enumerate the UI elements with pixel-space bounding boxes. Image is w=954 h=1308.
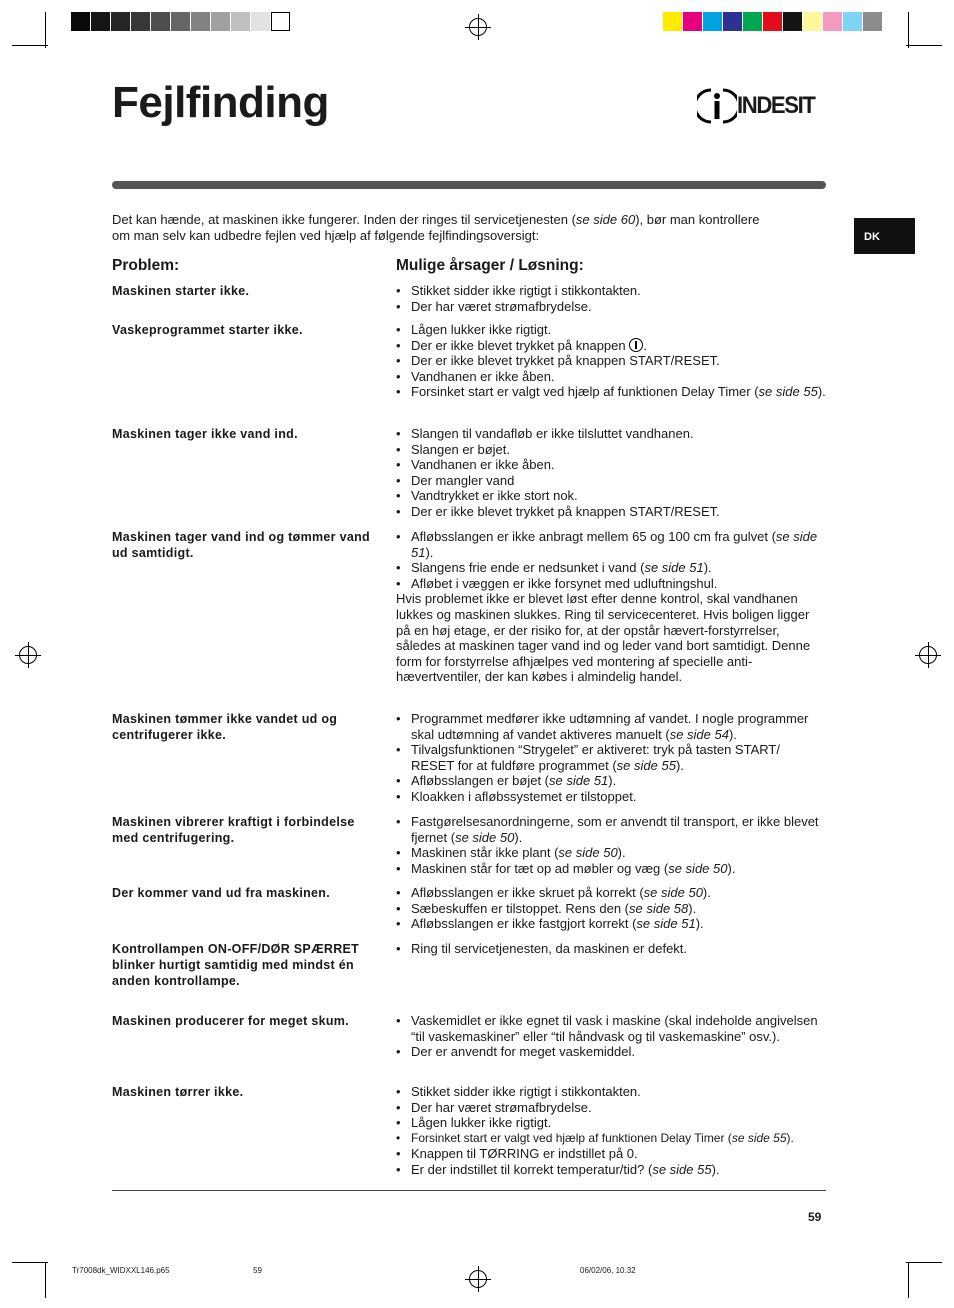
- solution-item: • Maskinen står ikke plant (se side 50).: [396, 845, 826, 861]
- solution-item: • Der har været strømafbrydelse.: [396, 1100, 826, 1116]
- solution-item: • Afløbsslangen er bøjet (se side 51).: [396, 773, 826, 789]
- solution-item: • Der har været strømafbrydelse.: [396, 299, 826, 315]
- color-swatch: [111, 12, 130, 31]
- solution-list: [396, 426, 826, 520]
- page-title: Fejlfinding: [112, 78, 329, 127]
- solution-list: [396, 529, 826, 685]
- solution-list: [396, 941, 826, 957]
- solution-item: • Fastgørelsesanordningerne, som er anvendt til transport, er ikke blevet fjernet (se side 50).: [396, 814, 826, 845]
- problem-label: Maskinen starter ikke.: [112, 284, 250, 298]
- color-swatch: [191, 12, 210, 31]
- solution-item: • Ring til servicetjenesten, da maskinen er defekt.: [396, 941, 826, 957]
- problem-label: Maskinen vibrerer kraftigt i forbindelse med centrifugering.: [112, 815, 355, 845]
- registration-mark-icon: [19, 646, 37, 664]
- color-swatch: [251, 12, 270, 31]
- solution-item: • Kloakken i afløbssystemet er tilstoppet.: [396, 789, 826, 805]
- crop-mark: [45, 12, 46, 48]
- solution-item: • Slangen til vandafløb er ikke tilsluttet vandhanen.: [396, 426, 826, 442]
- solution-item: • Forsinket start er valgt ved hjælp af funktionen Delay Timer (se side 55).: [396, 1131, 826, 1147]
- color-swatch: [131, 12, 150, 31]
- solution-item: • Lågen lukker ikke rigtigt.: [396, 322, 826, 338]
- title-rule: [112, 181, 826, 189]
- color-swatch: [171, 12, 190, 31]
- solution-item: • Programmet medfører ikke udtømning af vandet. I nogle programmer skal udtømning af vandet aktiveres manuelt (se side 54).: [396, 711, 826, 742]
- problem-header: Problem:: [112, 257, 180, 274]
- solution-list: [396, 711, 826, 805]
- color-swatch: [663, 12, 682, 31]
- solution-item: • Vandhanen er ikke åben.: [396, 369, 826, 385]
- solution-item: • Vandhanen er ikke åben.: [396, 457, 826, 473]
- color-swatch: [843, 12, 862, 31]
- solution-item: • Lågen lukker ikke rigtigt.: [396, 1115, 826, 1131]
- registration-mark-icon: [469, 1270, 487, 1288]
- bottom-rule: [112, 1190, 826, 1191]
- problem-label: Maskinen tømmer ikke vandet ud og centrifugerer ikke.: [112, 712, 338, 742]
- crop-mark: [906, 1262, 942, 1263]
- solution-item: • Sæbeskuffen er tilstoppet. Rens den (se side 58).: [396, 901, 826, 917]
- problem-label: Maskinen tager vand ind og tømmer vand ud samtidigt.: [112, 530, 370, 560]
- solution-item: • Maskinen står for tæt op ad møbler og væg (se side 50).: [396, 861, 826, 877]
- solution-list: [396, 322, 826, 400]
- solution-item: • Der er ikke blevet trykket på knappen .: [396, 338, 826, 354]
- solution-list: [396, 283, 826, 314]
- color-swatch: [91, 12, 110, 31]
- solution-item: • Afløbet i væggen er ikke forsynet med udluftningshul.: [396, 576, 826, 592]
- color-swatch: [763, 12, 782, 31]
- brand-name: INDESIT: [737, 92, 815, 119]
- color-swatch: [231, 12, 250, 31]
- color-swatch: [211, 12, 230, 31]
- solution-list: [396, 1084, 826, 1178]
- solution-item: • Der mangler vand: [396, 473, 826, 489]
- color-swatch: [743, 12, 762, 31]
- solution-item: • Vandtrykket er ikke stort nok.: [396, 488, 826, 504]
- problem-label: Maskinen tager ikke vand ind.: [112, 427, 298, 441]
- solution-item: • Forsinket start er valgt ved hjælp af funktionen Delay Timer (se side 55).: [396, 384, 826, 400]
- intro-text: Det kan hænde, at maskinen ikke fungerer. Inden der ringes til servicetjenesten (se side 60), bør man kontrollere om man selv kan udbedre fejlen ved hjælp af følgende fejlfindingsoversigt:: [112, 212, 760, 243]
- problem-label: Kontrollampen ON-OFF/DØR SPÆRRET blinker hurtigt samtidig med mindst én anden kontrollampe.: [112, 942, 360, 988]
- solution-item: • Stikket sidder ikke rigtigt i stikkontakten.: [396, 1084, 826, 1100]
- crop-mark: [908, 1262, 909, 1298]
- solution-item: • Knappen til TØRRING er indstillet på 0.: [396, 1146, 826, 1162]
- solution-item: • Er der indstillet til korrekt temperatur/tid? (se side 55).: [396, 1162, 826, 1178]
- solution-item: • Afløbsslangen er ikke anbragt mellem 65 og 100 cm fra gulvet (se side 51).: [396, 529, 826, 560]
- color-swatch: [803, 12, 822, 31]
- color-swatch: [783, 12, 802, 31]
- indesit-logo-icon: [697, 86, 827, 126]
- color-swatch: [683, 12, 702, 31]
- solution-item: • Afløbsslangen er ikke skruet på korrekt (se side 50).: [396, 885, 826, 901]
- color-swatch: [823, 12, 842, 31]
- footer-date: 06/02/06, 10.32: [580, 1266, 636, 1275]
- color-swatch: [703, 12, 722, 31]
- crop-mark: [906, 45, 942, 46]
- problem-label: Vaskeprogrammet starter ikke.: [112, 323, 303, 337]
- problem-label: Maskinen tørrer ikke.: [112, 1085, 244, 1099]
- solution-item: • Slangen er bøjet.: [396, 442, 826, 458]
- solution-header: Mulige årsager / Løsning:: [396, 257, 584, 274]
- solution-list: [396, 1013, 826, 1060]
- problem-label: Der kommer vand ud fra maskinen.: [112, 886, 331, 900]
- footer-page: 59: [253, 1266, 262, 1275]
- solution-item: • Der er ikke blevet trykket på knappen START/RESET.: [396, 353, 826, 369]
- solution-list: [396, 814, 826, 876]
- crop-mark: [12, 1262, 48, 1263]
- solution-item: • Vaskemidlet er ikke egnet til vask i maskine (skal indeholde angivelsen “til vaskemaskiner” eller “til håndvask og til vaskemaskine” osv.).: [396, 1013, 826, 1044]
- solution-item: • Stikket sidder ikke rigtigt i stikkontakten.: [396, 283, 826, 299]
- solution-item: • Afløbsslangen er ikke fastgjort korrekt (se side 51).: [396, 916, 826, 932]
- registration-mark-icon: [919, 646, 937, 664]
- color-swatch: [723, 12, 742, 31]
- solution-note: Hvis problemet ikke er blevet løst efter denne kontrol, skal vandhanen lukkes og maskinen slukkes. Ring til servicecenteret. Hvis boligen ligger på en høj etage, er der risiko for, at der opstår hævert-forstyrrelser, således at maskinen tager vand ind og leder vand bort samtidigt. Denne form for forstyrrelse afhjælpes ved montering af specielle anti-hævertventiler, der kan købes i almindelig handel.: [396, 591, 811, 685]
- color-swatch: [151, 12, 170, 31]
- problem-label: Maskinen producerer for meget skum.: [112, 1014, 349, 1028]
- color-swatch: [271, 12, 290, 31]
- color-swatch: [863, 12, 882, 31]
- crop-mark: [45, 1262, 46, 1298]
- crop-mark: [908, 12, 909, 48]
- crop-mark: [12, 45, 48, 46]
- solution-item: • Der er anvendt for meget vaskemiddel.: [396, 1044, 826, 1060]
- solution-list: [396, 885, 826, 932]
- solution-item: • Der er ikke blevet trykket på knappen START/RESET.: [396, 504, 826, 520]
- page-number: 59: [808, 1210, 822, 1224]
- solution-item: • Slangens frie ende er nedsunket i vand (se side 51).: [396, 560, 826, 576]
- footer-file: Tr7008dk_WIDXXL146.p65: [72, 1266, 170, 1275]
- language-tab: DK: [854, 218, 915, 254]
- power-icon: [629, 338, 643, 352]
- color-swatch: [71, 12, 90, 31]
- registration-mark-icon: [469, 18, 487, 36]
- solution-item: • Tilvalgsfunktionen “Strygelet” er aktiveret: tryk på tasten START/ RESET for at fuldføre programmet (se side 55).: [396, 742, 826, 773]
